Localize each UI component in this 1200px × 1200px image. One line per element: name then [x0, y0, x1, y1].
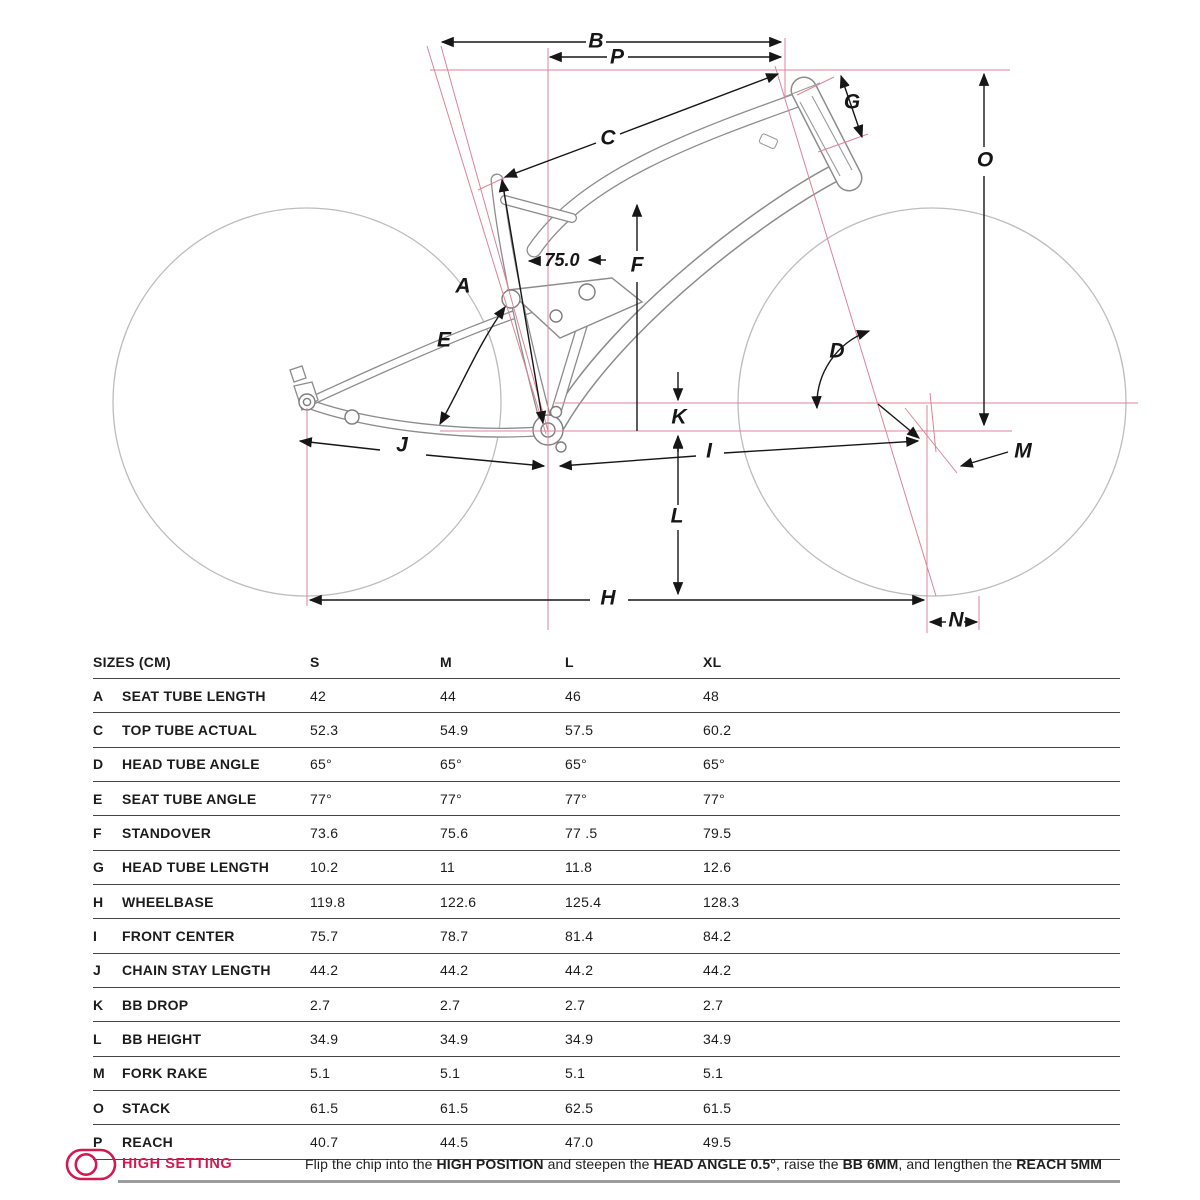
setting-note-segment: and steepen the — [543, 1156, 654, 1172]
row-value: 40.7 — [310, 1134, 339, 1151]
row-value: 5.1 — [310, 1065, 331, 1082]
setting-note-segment: HIGH POSITION — [436, 1156, 544, 1172]
dim-label-k: K — [671, 405, 687, 429]
row-value: 128.3 — [703, 893, 740, 910]
row-letter: C — [93, 722, 104, 739]
setting-note-segment: , and lengthen the — [898, 1156, 1017, 1172]
row-value: 34.9 — [565, 1031, 594, 1048]
dim-label-m: M — [1014, 439, 1032, 463]
table-title: SIZES (CM) — [93, 654, 171, 670]
row-value: 125.4 — [565, 893, 602, 910]
row-value: 49.5 — [703, 1134, 732, 1151]
row-value: 48 — [703, 687, 720, 704]
dim-label-b: B — [588, 29, 604, 53]
row-value: 54.9 — [440, 722, 469, 739]
row-value: 47.0 — [565, 1134, 594, 1151]
dim-label-e: E — [436, 328, 452, 352]
row-value: 61.5 — [310, 1099, 339, 1116]
row-name: CHAIN STAY LENGTH — [122, 962, 271, 979]
row-value: 65° — [440, 756, 462, 773]
row-letter: E — [93, 790, 103, 807]
row-value: 44 — [440, 687, 457, 704]
row-letter: J — [93, 962, 102, 979]
row-name: HEAD TUBE ANGLE — [122, 756, 260, 773]
row-letter: G — [93, 859, 105, 876]
row-value: 11 — [440, 859, 456, 876]
table-row — [93, 954, 1120, 988]
table-rows — [93, 679, 1120, 1160]
table-row — [93, 816, 1120, 850]
row-value: 65° — [565, 756, 587, 773]
row-letter: A — [93, 687, 104, 704]
row-name: BB DROP — [122, 996, 189, 1013]
table-row — [93, 1091, 1120, 1125]
dim-label-a: A — [455, 274, 471, 298]
row-letter: P — [93, 1134, 103, 1151]
row-value: 44.2 — [440, 962, 469, 979]
row-name: BB HEIGHT — [122, 1031, 202, 1048]
dim-label-p: P — [609, 45, 625, 69]
row-value: 11.8 — [565, 859, 593, 876]
table-row — [93, 679, 1120, 713]
head-badge-logo — [759, 133, 779, 149]
row-name: WHEELBASE — [122, 893, 214, 910]
setting-note-segment: REACH 5MM — [1016, 1156, 1102, 1172]
row-value: 77° — [310, 790, 332, 807]
dim-label-c: C — [600, 126, 616, 150]
row-value: 61.5 — [440, 1099, 469, 1116]
dim-label-o: O — [976, 148, 994, 172]
row-value: 10.2 — [310, 859, 339, 876]
high-setting-footer — [0, 1146, 1200, 1182]
setting-note-segment: , raise the — [776, 1156, 843, 1172]
row-name: FRONT CENTER — [122, 928, 235, 945]
row-name: FORK RAKE — [122, 1065, 208, 1082]
row-value: 57.5 — [565, 722, 594, 739]
footer-divider — [118, 1180, 1120, 1183]
dimension-labels — [396, 30, 1032, 632]
geometry-table — [93, 646, 1120, 1160]
row-name: STACK — [122, 1099, 171, 1116]
row-value: 2.7 — [440, 996, 461, 1013]
dim-label-h: H — [600, 586, 616, 610]
table-header-row — [93, 646, 1120, 679]
row-value: 65° — [310, 756, 332, 773]
row-value: 77° — [565, 790, 587, 807]
row-letter: L — [93, 1031, 102, 1048]
row-value: 44.5 — [440, 1134, 469, 1151]
row-value: 34.9 — [703, 1031, 732, 1048]
row-value: 73.6 — [310, 825, 339, 842]
row-value: 84.2 — [703, 928, 732, 945]
row-value: 44.2 — [703, 962, 732, 979]
dim-label-l: L — [670, 504, 684, 528]
dim-label-i: I — [706, 439, 712, 463]
column-header-l: L — [565, 654, 574, 670]
high-setting-label: HIGH SETTING — [122, 1156, 233, 1172]
table-row — [93, 782, 1120, 816]
row-value: 60.2 — [703, 722, 732, 739]
dim-label-n: N — [948, 608, 964, 632]
row-letter: H — [93, 893, 104, 910]
column-header-xl: XL — [703, 654, 722, 670]
row-name: REACH — [122, 1134, 174, 1151]
table-row — [93, 919, 1120, 953]
row-value: 77° — [703, 790, 725, 807]
row-name: STANDOVER — [122, 825, 212, 842]
setting-note-segment: BB 6MM — [842, 1156, 899, 1172]
row-value: 78.7 — [440, 928, 469, 945]
row-value: 62.5 — [565, 1099, 594, 1116]
row-value: 75.7 — [310, 928, 339, 945]
row-value: 75.6 — [440, 825, 469, 842]
table-row — [93, 988, 1120, 1022]
setting-note-segment: Flip the chip into the — [305, 1156, 437, 1172]
row-value: 5.1 — [565, 1065, 586, 1082]
setting-note — [305, 1156, 1102, 1172]
row-value: 65° — [703, 756, 725, 773]
table-row — [93, 713, 1120, 747]
row-value: 61.5 — [703, 1099, 732, 1116]
table-row — [93, 885, 1120, 919]
row-letter: F — [93, 825, 102, 842]
dimension-lines — [300, 42, 1008, 622]
row-value: 2.7 — [703, 996, 724, 1013]
row-value: 77 .5 — [565, 825, 598, 842]
setting-note-segment: HEAD ANGLE 0.5° — [653, 1156, 776, 1172]
dim-label-j: J — [396, 433, 408, 457]
row-value: 34.9 — [310, 1031, 339, 1048]
row-value: 2.7 — [310, 996, 331, 1013]
row-value: 81.4 — [565, 928, 594, 945]
row-value: 79.5 — [703, 825, 732, 842]
row-letter: D — [93, 756, 104, 773]
row-name: TOP TUBE ACTUAL — [122, 722, 257, 739]
row-value: 34.9 — [440, 1031, 469, 1048]
row-letter: I — [93, 928, 98, 945]
row-value: 46 — [565, 687, 582, 704]
dim-label-g: G — [843, 90, 861, 114]
row-value: 119.8 — [310, 893, 346, 910]
row-value: 122.6 — [440, 893, 477, 910]
table-row — [93, 748, 1120, 782]
row-letter: O — [93, 1099, 105, 1116]
table-row — [93, 851, 1120, 885]
row-value: 12.6 — [703, 859, 732, 876]
row-value: 5.1 — [440, 1065, 461, 1082]
row-letter: K — [93, 996, 104, 1013]
dim-label-seat-angle-actual: 75.0 — [544, 249, 580, 270]
row-value: 52.3 — [310, 722, 339, 739]
row-value: 5.1 — [703, 1065, 724, 1082]
row-letter: M — [93, 1065, 105, 1082]
row-value: 44.2 — [310, 962, 339, 979]
column-header-m: M — [440, 654, 452, 670]
dim-label-d: D — [829, 339, 845, 363]
row-value: 77° — [440, 790, 462, 807]
table-row — [93, 1022, 1120, 1056]
table-row — [93, 1057, 1120, 1091]
row-value: 44.2 — [565, 962, 594, 979]
row-value: 2.7 — [565, 996, 586, 1013]
row-name: SEAT TUBE ANGLE — [122, 790, 257, 807]
dim-label-f: F — [630, 253, 644, 277]
row-name: SEAT TUBE LENGTH — [122, 687, 266, 704]
front-wheel-circle — [738, 208, 1126, 596]
row-value: 42 — [310, 687, 327, 704]
row-name: HEAD TUBE LENGTH — [122, 859, 270, 876]
column-header-s: S — [310, 654, 320, 670]
flip-chip-toggle-icon — [65, 1148, 117, 1181]
